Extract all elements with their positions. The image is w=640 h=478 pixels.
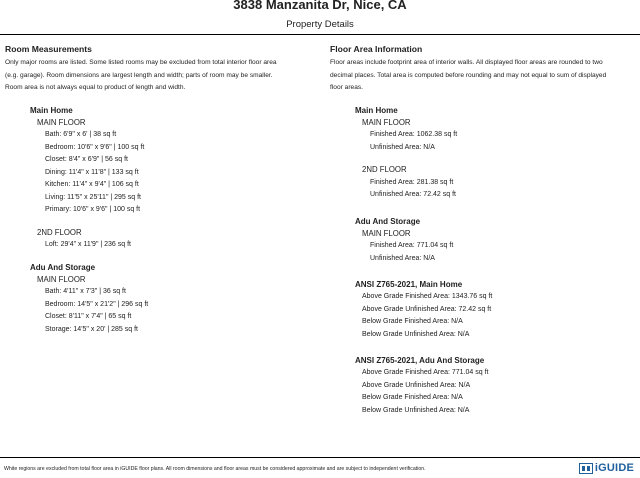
ansi-row: Below Grade Finished Area: N/A [362, 394, 463, 401]
room-measurements-section [5, 44, 310, 336]
ansi-row: Above Grade Unfinished Area: N/A [362, 381, 471, 389]
room-row: Dining: 11'4" x 11'8" | 133 sq ft [45, 168, 139, 176]
room-row: Closet: 8'4" x 6'9" | 56 sq ft [45, 156, 129, 163]
area-row: Finished Area: 281.38 sq ft [370, 178, 454, 186]
building-heading: Main Home [355, 105, 398, 115]
property-address: 3838 Manzanita Dr, Nice, CA [233, 0, 407, 12]
floor-heading: MAIN FLOOR [362, 228, 411, 238]
area-row: Unfinished Area: N/A [370, 143, 435, 151]
room-row: Bath: 6'9" x 6' | 38 sq ft [45, 131, 117, 138]
iguide-logo-text: iGUIDE [594, 462, 634, 474]
ansi-row: Above Grade Finished Area: 1343.76 sq ft [362, 293, 493, 300]
floor-heading: 2ND FLOOR [362, 165, 407, 174]
floor-heading: MAIN FLOOR [37, 274, 86, 284]
page-subtitle: Property Details [286, 19, 354, 30]
floor-area-title: Floor Area Information [330, 44, 423, 54]
room-row: Bath: 4'11" x 7'3" | 36 sq ft [45, 288, 126, 295]
room-measurements-description: Only major rooms are listed. Some listed rooms may be excluded from total interior floor area (e.g. garage). Room dimensions are largest length and width; parts of room may be smaller. Room area is not always equal to product of length and width. [5, 59, 277, 91]
building-heading: Adu And Storage [30, 262, 96, 272]
footer-note: White regions are excluded from total floor area in iGUIDE floor plans. All room dimensions and floor areas must be considered approximate and are subject to independent verification. [4, 466, 426, 472]
header [0, 0, 640, 35]
footer [0, 457, 640, 478]
room-row: Primary: 10'6" x 9'6" | 100 sq ft [45, 206, 141, 213]
ansi-row: Below Grade Unfinished Area: N/A [362, 406, 470, 414]
room-row: Closet: 8'11" x 7'4" | 65 sq ft [45, 313, 132, 320]
ansi-row: Above Grade Unfinished Area: 72.42 sq ft [362, 305, 492, 313]
room-row: Bedroom: 14'5" x 21'2" | 296 sq ft [45, 300, 149, 308]
iguide-logo [579, 462, 634, 474]
ansi-row: Below Grade Finished Area: N/A [362, 318, 463, 325]
floor-heading: 2ND FLOOR [37, 227, 82, 237]
room-row: Living: 11'5" x 25'11" | 295 sq ft [45, 193, 141, 201]
ansi-row: Above Grade Finished Area: 771.04 sq ft [362, 369, 489, 376]
floor-heading: MAIN FLOOR [362, 117, 411, 127]
building-heading: Main Home [30, 105, 73, 115]
room-row: Kitchen: 11'4" x 9'4" | 106 sq ft [45, 181, 139, 188]
floor-area-description: Floor areas include footprint area of interior walls. All displayed floor areas are rounded to two decimal places. Total area is computed before rounding and may not equal to sum of displayed floor areas. [330, 59, 607, 91]
iguide-logo-icon [579, 463, 593, 474]
area-row: Finished Area: 771.04 sq ft [370, 242, 454, 249]
area-row: Unfinished Area: 72.42 sq ft [370, 191, 456, 198]
building-heading: Adu And Storage [355, 216, 421, 226]
area-row: Finished Area: 1062.38 sq ft [370, 131, 458, 138]
room-measurements-title: Room Measurements [5, 44, 92, 54]
room-row: Storage: 14'5" x 20' | 285 sq ft [45, 325, 138, 333]
floor-heading: MAIN FLOOR [37, 117, 86, 127]
area-row: Unfinished Area: N/A [370, 254, 435, 262]
ansi-heading: ANSI Z765-2021, Main Home [355, 280, 463, 289]
ansi-heading: ANSI Z765-2021, Adu And Storage [355, 356, 485, 365]
floor-area-section [330, 44, 640, 417]
room-row: Loft: 29'4" x 11'9" | 236 sq ft [45, 241, 131, 248]
room-row: Bedroom: 10'6" x 9'6" | 100 sq ft [45, 143, 145, 151]
ansi-row: Below Grade Unfinished Area: N/A [362, 330, 470, 338]
